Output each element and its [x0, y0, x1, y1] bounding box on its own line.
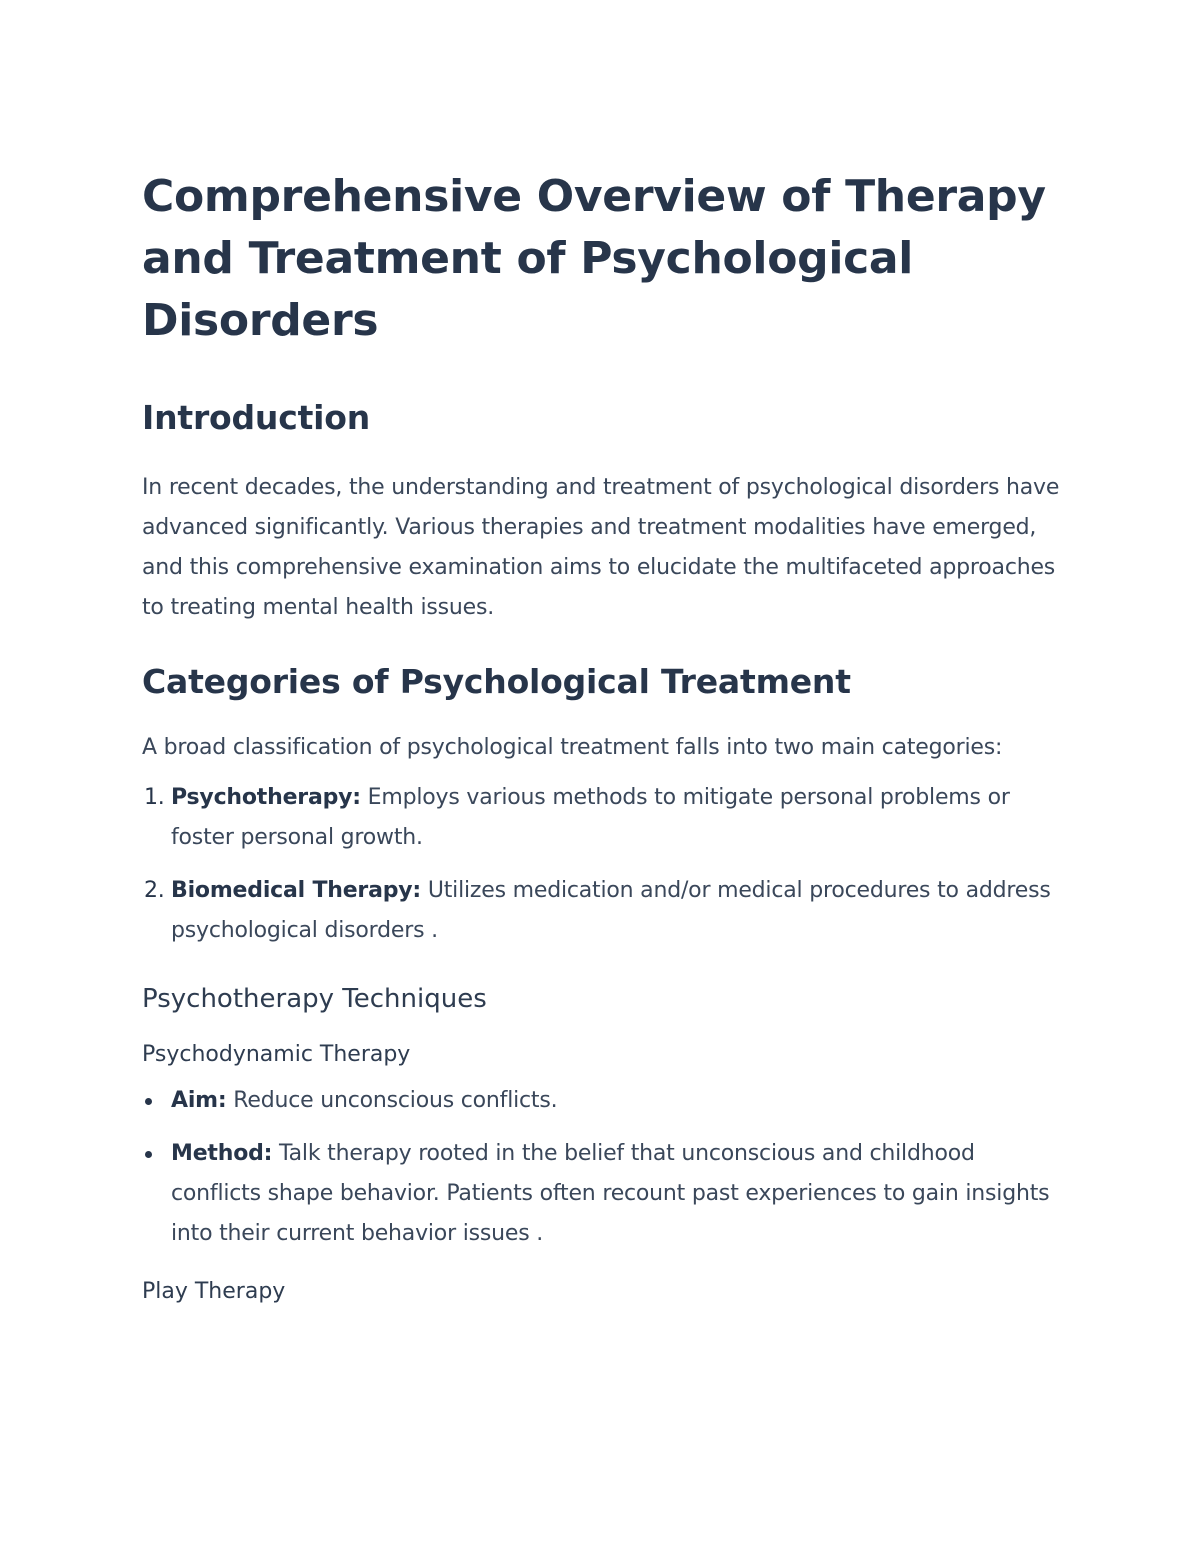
list-item-text: Utilizes medication and/or medical procedures to address psychological disorders . — [171, 878, 1051, 943]
list-item-text: Reduce unconscious conflicts. — [226, 1088, 558, 1113]
bullet-icon — [145, 1151, 152, 1158]
document-title: Comprehensive Overview of Therapy and Treatment of Psychological Disorders — [142, 171, 1046, 346]
list-item-term: Psychotherapy: — [171, 785, 361, 810]
list-item-term: Aim: — [171, 1088, 227, 1113]
list-number: 1. — [144, 785, 165, 810]
introduction-heading: Introduction — [142, 398, 371, 437]
document-page — [142, 166, 1062, 1308]
techniques-heading: Psychotherapy Techniques — [142, 984, 487, 1014]
list-item-text: Talk therapy rooted in the belief that unconscious and childhood conflicts shape behavior. Patients often recount past experiences to gain insights into their current behavior issues . — [171, 1141, 1050, 1246]
categories-list — [142, 778, 1062, 951]
psychodynamic-heading: Psychodynamic Therapy — [142, 1042, 411, 1067]
list-number: 2. — [144, 878, 165, 903]
play-therapy-heading: Play Therapy — [142, 1279, 286, 1304]
list-item — [142, 1081, 1062, 1121]
categories-paragraph: A broad classification of psychological treatment falls into two main categories: — [142, 735, 1003, 760]
introduction-paragraph: In recent decades, the understanding and treatment of psychological disorders have advanced significantly. Various therapies and treatment modalities have emerged, and this comprehensive examination aims to elucidate the multifaceted approaches to treating mental health issues. — [142, 475, 1060, 620]
list-item — [142, 778, 1062, 858]
list-item — [142, 1134, 1062, 1254]
categories-heading: Categories of Psychological Treatment — [142, 662, 851, 701]
list-item-term: Method: — [171, 1141, 273, 1166]
list-item — [142, 871, 1062, 951]
bullet-icon — [145, 1098, 152, 1105]
list-item-text: Employs various methods to mitigate personal problems or foster personal growth. — [171, 785, 1010, 850]
psychodynamic-list — [142, 1081, 1062, 1254]
list-item-term: Biomedical Therapy: — [171, 878, 422, 903]
